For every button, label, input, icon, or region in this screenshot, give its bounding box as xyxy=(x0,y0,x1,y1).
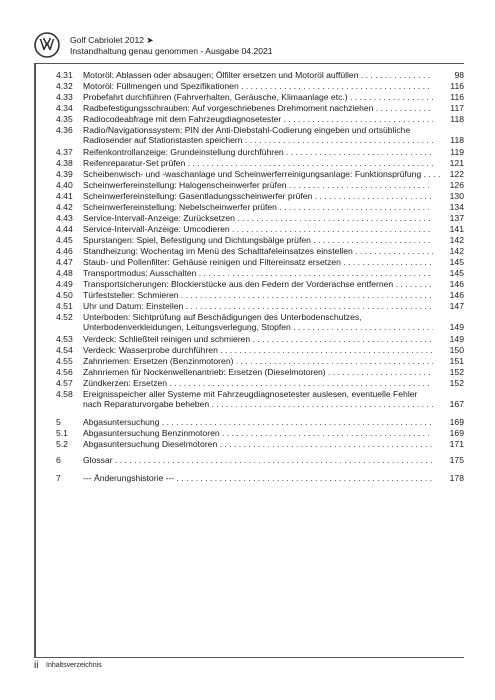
toc-title: Service-Intervall-Anzeige: Umcodieren . . . xyxy=(83,224,433,234)
toc-number: 4.32 xyxy=(56,81,73,91)
toc-title: Staub- und Pollenfilter: Gehäuse reinigen und Filtereinsatz ersetzen . . . xyxy=(83,257,433,267)
toc-title: Scheinwerfereinstellung: Gasentladungsscheinwerfer prüfen . . . xyxy=(83,191,433,201)
toc-title: Uhr und Datum: Einstellen . . . xyxy=(83,301,433,311)
toc-page: 117 xyxy=(450,103,464,113)
toc-title-line1: Unterboden: Sichtprüfung auf Beschädigungen des Unterbodenschutzes, xyxy=(83,312,362,322)
vw-logo-icon xyxy=(34,32,60,58)
toc-number: 4.43 xyxy=(56,213,73,223)
toc-number: 4.48 xyxy=(56,268,73,278)
toc-title: Motoröl: Ablassen oder absaugen; Ölfilter ersetzen und Motoröl auffüllen . . . xyxy=(83,70,433,80)
toc-number: 4.45 xyxy=(56,235,73,245)
toc-number: 4.51 xyxy=(56,301,73,311)
toc-title: Probefahrt durchführen (Fahrverhalten, Geräusche, Klimaanlage etc.) . . . xyxy=(83,92,433,102)
toc-entry[interactable] xyxy=(56,125,464,145)
toc-number: 5.1 xyxy=(56,428,68,438)
toc-title: Zahnriemen für Nockenwellenantrieb: Ersetzen (Dieselmotoren) . . . xyxy=(83,367,433,377)
footer-rule xyxy=(34,657,464,658)
toc-title-line1: Ereignisspeicher aller Systeme mit Fahrzeugdiagnosetester auslesen, eventuelle Fehler xyxy=(83,389,418,399)
toc-title: Radiocodeabfrage mit dem Fahrzeugdiagnosetester . . . xyxy=(83,114,433,124)
toc-number: 4.57 xyxy=(56,378,73,388)
toc-page: 145 xyxy=(449,268,464,278)
toc-number: 4.42 xyxy=(56,202,73,212)
toc-number: 4.33 xyxy=(56,92,73,102)
toc-title: Türfeststeller: Schmieren . . . xyxy=(83,290,433,300)
toc-number: 4.50 xyxy=(56,290,73,300)
toc-number: 4.31 xyxy=(56,70,73,80)
toc-title: Radbefestigungsschrauben: Auf vorgeschriebenes Drehmoment nachziehen . . . xyxy=(83,103,433,113)
toc-page: 169 xyxy=(449,417,464,427)
toc-page: 98 xyxy=(454,70,464,80)
toc-page: 130 xyxy=(449,191,464,201)
toc-number: 4.52 xyxy=(56,312,73,322)
toc-title: Zahnriemen: Ersetzen (Benzinmotoren) . . . xyxy=(83,356,433,366)
toc-number: 4.37 xyxy=(56,147,73,157)
toc-page: 167 xyxy=(449,399,464,409)
toc-number: 4.40 xyxy=(56,180,73,190)
toc-number: 7 xyxy=(56,473,61,483)
toc-number: 4.58 xyxy=(56,389,73,399)
toc-number: 4.44 xyxy=(56,224,73,234)
toc-page: 145 xyxy=(449,257,464,267)
toc-page: 126 xyxy=(449,180,464,190)
toc-number: 4.35 xyxy=(56,114,73,124)
toc-title: Reifenreparatur-Set prüfen . . . xyxy=(83,158,433,168)
toc-number: 4.41 xyxy=(56,191,73,201)
toc-entry[interactable] xyxy=(56,312,464,332)
toc-title: Reifenkontrollanzeige: Grundeinstellung durchführen . . . xyxy=(83,147,433,157)
footer-label: Inhaltsverzeichnis xyxy=(46,662,102,669)
toc-title: Standheizung: Wochentag im Menü des Schalttafeleinsatzes einstellen . . . xyxy=(83,246,433,256)
toc-title: Verdeck: Schließteil reinigen und schmieren . . . xyxy=(83,334,433,344)
toc-title: Transportsicherungen: Blockierstücke aus den Federn der Vorderachse entfernen . . . xyxy=(83,279,433,289)
toc-title-line2: Unterbodenverkleidungen, Leitungsverlegung, Stopfen . . . xyxy=(83,322,433,332)
toc-number: 4.39 xyxy=(56,169,73,179)
toc-title-line2: Radiosender auf Stationstasten speichern . . . xyxy=(83,135,433,145)
toc-page: 141 xyxy=(449,224,464,234)
toc-page: 134 xyxy=(449,202,464,212)
toc-title: --- Änderungshistorie --- . . . xyxy=(83,473,433,483)
toc-page: 142 xyxy=(449,235,464,245)
toc-title: Scheinwerfereinstellung: Nebelscheinwerfer prüfen . . . xyxy=(83,202,433,212)
toc-title: Motoröl: Füllmengen und Spezifikationen . . . xyxy=(83,81,433,91)
toc-page: 118 xyxy=(450,114,464,124)
toc-page: 118 xyxy=(450,135,464,145)
toc-page: 121 xyxy=(449,158,464,168)
toc-page: 142 xyxy=(449,246,464,256)
toc-title-line2: nach Reparaturvorgabe beheben . . . xyxy=(83,399,433,409)
left-margin-bar xyxy=(34,63,36,657)
toc-title: Service-Intervall-Anzeige: Zurücksetzen . . . xyxy=(83,213,433,223)
toc-title: Scheibenwisch- und -waschanlage und Scheinwerferreinigungsanlage: Funktionsprüfung . . . xyxy=(83,169,443,179)
toc-title: Zündkerzen: Ersetzen . . . xyxy=(83,378,433,388)
toc-page: 137 xyxy=(449,213,464,223)
toc-page: 150 xyxy=(449,345,464,355)
toc-page: 116 xyxy=(450,81,464,91)
toc-number: 4.38 xyxy=(56,158,73,168)
toc-page: 149 xyxy=(449,322,464,332)
toc-title: Abgasuntersuchung . . . xyxy=(83,417,433,427)
toc-page: 119 xyxy=(450,147,464,157)
toc-title-line1: Radio/Navigationssystem: PIN der Anti-Diebstahl-Codierung eingeben und ortsübliche xyxy=(83,125,411,135)
header-subtitle: Instandhaltung genau genommen - Ausgabe 04.2021 xyxy=(70,46,273,56)
toc-entry[interactable] xyxy=(56,389,464,409)
toc-page: 175 xyxy=(449,455,464,465)
header-title: Golf Cabriolet 2012 ➤ xyxy=(70,35,154,45)
toc-number: 4.47 xyxy=(56,257,73,267)
page-number: ii xyxy=(34,660,39,671)
toc-title: Transportmodus: Ausschalten . . . xyxy=(83,268,433,278)
toc-page: 169 xyxy=(449,428,464,438)
toc-title: Abgasuntersuchung Benzinmotoren . . . xyxy=(83,428,433,438)
toc-number: 4.49 xyxy=(56,279,73,289)
toc-page: 147 xyxy=(449,301,464,311)
toc-number: 4.56 xyxy=(56,367,73,377)
toc-title: Abgasuntersuchung Dieselmotoren . . . xyxy=(83,439,433,449)
toc-number: 4.36 xyxy=(56,125,73,135)
toc-page: 116 xyxy=(450,92,464,102)
toc-page: 146 xyxy=(449,290,464,300)
toc-page: 178 xyxy=(449,473,464,483)
toc-page: 152 xyxy=(449,367,464,377)
toc-number: 5 xyxy=(56,417,61,427)
toc-title: Glossar . . . xyxy=(83,455,433,465)
toc-number: 4.54 xyxy=(56,345,73,355)
toc-number: 4.55 xyxy=(56,356,73,366)
toc-number: 4.53 xyxy=(56,334,73,344)
toc-page: 171 xyxy=(449,439,464,449)
toc-page: 152 xyxy=(449,378,464,388)
toc-number: 6 xyxy=(56,455,61,465)
toc-page: 146 xyxy=(449,279,464,289)
toc-page: 149 xyxy=(449,334,464,344)
toc-title: Spurstangen: Spiel, Befestigung und Dichtungsbälge prüfen . . . xyxy=(83,235,433,245)
toc-title: Scheinwerfereinstellung: Halogenscheinwerfer prüfen . . . xyxy=(83,180,433,190)
toc-title: Verdeck: Wasserprobe durchführen . . . xyxy=(83,345,433,355)
toc-page: 151 xyxy=(449,356,464,366)
page-header xyxy=(34,32,464,62)
header-rule xyxy=(34,63,464,64)
toc-page: 122 xyxy=(449,169,464,179)
toc-number: 4.46 xyxy=(56,246,73,256)
toc-number: 4.34 xyxy=(56,103,73,113)
toc-number: 5.2 xyxy=(56,439,68,449)
